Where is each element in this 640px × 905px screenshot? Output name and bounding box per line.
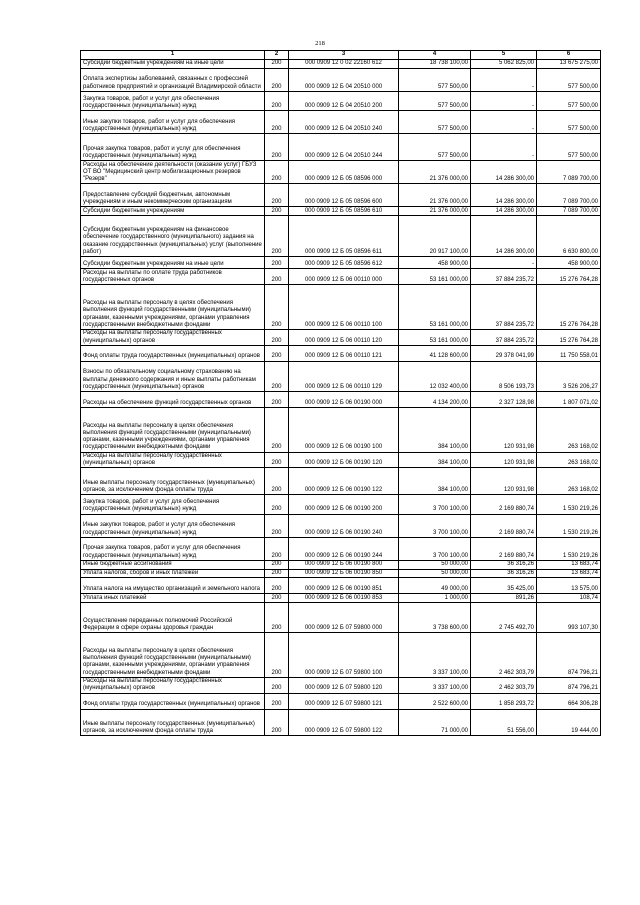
row-classification-code: 000 0909 12 Б 06 00190 240 <box>289 514 399 537</box>
row-classification-code: 000 0909 12 Б 07 59800 120 <box>289 677 399 693</box>
row-classification-code: 000 0909 12 Б 06 00190 244 <box>289 537 399 560</box>
row-unexecuted-amount: 577 500,00 <box>537 111 601 134</box>
table-row <box>81 578 601 594</box>
table-row <box>81 215 601 256</box>
row-classification-code: 000 0909 12 Б 06 00110 120 <box>289 329 399 345</box>
row-name: Уплата налога на имущество организаций и земельного налога <box>81 578 265 594</box>
row-section-code: 200 <box>265 329 289 345</box>
row-unexecuted-amount: 6 630 800,00 <box>537 215 601 256</box>
row-approved-amount: 53 161 000,00 <box>399 285 471 330</box>
row-unexecuted-amount: 19 444,00 <box>537 709 601 736</box>
table-row <box>81 709 601 736</box>
row-classification-code: 000 0909 12 Б 07 59800 122 <box>289 709 399 736</box>
page-number: 218 <box>315 40 325 47</box>
row-classification-code: 000 0909 12 Б 06 00190 200 <box>289 495 399 515</box>
row-unexecuted-amount: 458 900,00 <box>537 257 601 269</box>
row-section-code: 200 <box>265 257 289 269</box>
row-unexecuted-amount: 13 683,74 <box>537 569 601 578</box>
row-unexecuted-amount: 1 530 219,26 <box>537 514 601 537</box>
row-section-code: 200 <box>265 345 289 361</box>
row-name: Иные закупки товаров, работ и услуг для обеспечения государственных (муниципальных) нужд <box>81 111 265 134</box>
row-classification-code: 000 0909 12 Б 04 20510 240 <box>289 111 399 134</box>
budget-table <box>80 50 601 736</box>
row-approved-amount: 384 100,00 <box>399 468 471 495</box>
row-classification-code: 000 0909 12 Б 06 00190 122 <box>289 468 399 495</box>
row-approved-amount: 384 100,00 <box>399 452 471 468</box>
row-name: Расходы на выплаты персоналу в целях обеспечения выполнения функций государственными (муниципальными) органами, казенными учреждениями, органами управления государственными внебюджетными фондами <box>81 407 265 452</box>
row-approved-amount: 3 700 100,00 <box>399 495 471 515</box>
row-unexecuted-amount: 7 089 700,00 <box>537 161 601 184</box>
row-approved-amount: 577 500,00 <box>399 68 471 91</box>
table-row <box>81 677 601 693</box>
row-unexecuted-amount: 13 575,00 <box>537 578 601 594</box>
column-header: 5 <box>471 51 537 60</box>
row-section-code: 200 <box>265 60 289 69</box>
row-executed-amount: 2 169 880,74 <box>471 514 537 537</box>
table-row <box>81 257 601 269</box>
table-row <box>81 207 601 216</box>
row-classification-code: 000 0909 12 Б 05 08596 610 <box>289 207 399 216</box>
row-executed-amount: - <box>471 134 537 161</box>
row-section-code: 200 <box>265 68 289 91</box>
row-executed-amount: 2 462 303,79 <box>471 633 537 678</box>
row-section-code: 200 <box>265 569 289 578</box>
row-classification-code: 000 0909 12 0 02 22160 612 <box>289 60 399 69</box>
row-approved-amount: 577 500,00 <box>399 91 471 111</box>
row-unexecuted-amount: 11 750 558,01 <box>537 345 601 361</box>
row-approved-amount: 41 128 600,00 <box>399 345 471 361</box>
row-unexecuted-amount: 3 526 206,27 <box>537 361 601 391</box>
row-classification-code: 000 0909 12 Б 07 59800 000 <box>289 602 399 632</box>
row-name: Иные выплаты персоналу государственных (муниципальных) органов, за исключением фонда оплаты труда <box>81 468 265 495</box>
row-unexecuted-amount: 1 530 219,26 <box>537 495 601 515</box>
row-approved-amount: 3 738 600,00 <box>399 602 471 632</box>
row-unexecuted-amount: 874 796,21 <box>537 633 601 678</box>
row-unexecuted-amount: 7 089 700,00 <box>537 184 601 207</box>
row-section-code: 200 <box>265 578 289 594</box>
row-approved-amount: 49 000,00 <box>399 578 471 594</box>
row-name: Расходы на обеспечение деятельности (оказание услуг) ГБУЗ ОТ ВО "Медицинский центр мобилизационных резервов "Резерв" <box>81 161 265 184</box>
row-unexecuted-amount: 1 807 071,02 <box>537 391 601 407</box>
row-unexecuted-amount: 664 306,28 <box>537 693 601 709</box>
row-classification-code: 000 0909 12 Б 07 59800 121 <box>289 693 399 709</box>
row-approved-amount: 12 032 400,00 <box>399 361 471 391</box>
column-header: 6 <box>537 51 601 60</box>
row-approved-amount: 53 161 000,00 <box>399 329 471 345</box>
row-name: Расходы на выплаты персоналу в целях обеспечения выполнения функций государственными (муниципальными) органами, казенными учреждениями, органами управления государственными внебюджетными фондами <box>81 285 265 330</box>
row-executed-amount: - <box>471 68 537 91</box>
row-executed-amount: 5 062 825,00 <box>471 60 537 69</box>
table-row <box>81 594 601 603</box>
row-approved-amount: 3 700 100,00 <box>399 537 471 560</box>
row-executed-amount: 2 462 303,79 <box>471 677 537 693</box>
row-classification-code: 000 0909 12 Б 05 08596 611 <box>289 215 399 256</box>
row-executed-amount: 14 286 300,00 <box>471 161 537 184</box>
row-executed-amount: 14 286 300,00 <box>471 184 537 207</box>
row-executed-amount: - <box>471 91 537 111</box>
row-executed-amount: 37 884 235,72 <box>471 285 537 330</box>
row-approved-amount: 3 337 100,00 <box>399 633 471 678</box>
row-executed-amount: 36 316,26 <box>471 569 537 578</box>
row-section-code: 200 <box>265 391 289 407</box>
row-approved-amount: 50 000,00 <box>399 560 471 569</box>
table-row <box>81 569 601 578</box>
table-row <box>81 134 601 161</box>
table-row <box>81 407 601 452</box>
row-name: Расходы на выплаты персоналу государственных (муниципальных) органов <box>81 677 265 693</box>
row-section-code: 200 <box>265 677 289 693</box>
table-row <box>81 452 601 468</box>
row-name: Иные закупки товаров, работ и услуг для обеспечения государственных (муниципальных) нужд <box>81 514 265 537</box>
row-section-code: 200 <box>265 215 289 256</box>
row-section-code: 200 <box>265 161 289 184</box>
row-classification-code: 000 0909 12 Б 07 59800 100 <box>289 633 399 678</box>
row-name: Прочая закупка товаров, работ и услуг для обеспечения государственных (муниципальных) нужд <box>81 537 265 560</box>
row-executed-amount: 120 931,98 <box>471 468 537 495</box>
column-header: 4 <box>399 51 471 60</box>
row-section-code: 200 <box>265 594 289 603</box>
row-name: Расходы на выплаты персоналу государственных (муниципальных) органов <box>81 452 265 468</box>
row-approved-amount: 21 376 000,00 <box>399 207 471 216</box>
row-unexecuted-amount: 577 500,00 <box>537 134 601 161</box>
row-executed-amount: 2 745 492,70 <box>471 602 537 632</box>
row-classification-code: 000 0909 12 Б 06 00110 100 <box>289 285 399 330</box>
table-row <box>81 184 601 207</box>
row-section-code: 200 <box>265 184 289 207</box>
row-executed-amount: 120 931,98 <box>471 407 537 452</box>
row-section-code: 200 <box>265 111 289 134</box>
row-approved-amount: 577 500,00 <box>399 111 471 134</box>
row-approved-amount: 21 376 000,00 <box>399 161 471 184</box>
row-classification-code: 000 0909 12 Б 04 20510 200 <box>289 91 399 111</box>
row-classification-code: 000 0909 12 Б 06 00190 851 <box>289 578 399 594</box>
row-approved-amount: 21 376 000,00 <box>399 184 471 207</box>
row-classification-code: 000 0909 12 Б 05 08596 600 <box>289 184 399 207</box>
row-executed-amount: 2 169 880,74 <box>471 495 537 515</box>
row-executed-amount: 36 316,26 <box>471 560 537 569</box>
row-name: Прочая закупка товаров, работ и услуг для обеспечения государственных (муниципальных) нужд <box>81 134 265 161</box>
row-unexecuted-amount: 577 500,00 <box>537 91 601 111</box>
row-approved-amount: 18 738 100,00 <box>399 60 471 69</box>
row-approved-amount: 2 522 600,00 <box>399 693 471 709</box>
row-name: Иные бюджетные ассигнования <box>81 560 265 569</box>
row-unexecuted-amount: 15 276 764,28 <box>537 329 601 345</box>
row-name: Осуществление переданных полномочий Российской Федерации в сфере охраны здоровья граждан <box>81 602 265 632</box>
row-name: Фонд оплаты труда государственных (муниципальных) органов <box>81 345 265 361</box>
row-classification-code: 000 0909 12 Б 06 00190 800 <box>289 560 399 569</box>
row-executed-amount: 891,26 <box>471 594 537 603</box>
row-section-code: 200 <box>265 633 289 678</box>
row-name: Уплата иных платежей <box>81 594 265 603</box>
row-name: Взносы по обязательному социальному страхованию на выплаты денежного содержания и иные выплаты работникам государственных (муниципальных) органов <box>81 361 265 391</box>
row-name: Расходы на обеспечение функций государственных органов <box>81 391 265 407</box>
column-header: 3 <box>289 51 399 60</box>
row-approved-amount: 384 100,00 <box>399 407 471 452</box>
row-name: Субсидии бюджетным учреждениям на финансовое обеспечение государственного (муниципального) задания на оказание государственных (муниципальных) услуг (выполнение работ) <box>81 215 265 256</box>
row-classification-code: 000 0909 12 Б 06 00190 000 <box>289 391 399 407</box>
table-row <box>81 60 601 69</box>
row-classification-code: 000 0909 12 Б 06 00190 853 <box>289 594 399 603</box>
row-classification-code: 000 0909 12 Б 06 00110 000 <box>289 269 399 285</box>
row-classification-code: 000 0909 12 Б 06 00110 129 <box>289 361 399 391</box>
table-body <box>81 60 601 736</box>
row-name: Оплата экспертизы заболеваний, связанных с профессией работников предприятий и организаций Владимирской области <box>81 68 265 91</box>
row-name: Субсидии бюджетным учреждениям на иные цели <box>81 257 265 269</box>
row-name: Предоставление субсидий бюджетным, автономным учреждениям и иным некоммерческим организациям <box>81 184 265 207</box>
row-section-code: 200 <box>265 207 289 216</box>
row-unexecuted-amount: 13 683,74 <box>537 560 601 569</box>
row-approved-amount: 3 700 100,00 <box>399 514 471 537</box>
row-section-code: 200 <box>265 269 289 285</box>
row-name: Субсидии бюджетным учреждениям на иные цели <box>81 60 265 69</box>
row-unexecuted-amount: 7 089 700,00 <box>537 207 601 216</box>
row-executed-amount: - <box>471 257 537 269</box>
row-unexecuted-amount: 874 796,21 <box>537 677 601 693</box>
row-executed-amount: 2 327 128,98 <box>471 391 537 407</box>
row-section-code: 200 <box>265 495 289 515</box>
row-executed-amount: 51 556,00 <box>471 709 537 736</box>
row-section-code: 200 <box>265 134 289 161</box>
row-section-code: 200 <box>265 602 289 632</box>
table-row <box>81 285 601 330</box>
row-approved-amount: 50 000,00 <box>399 569 471 578</box>
table-row <box>81 391 601 407</box>
row-section-code: 200 <box>265 285 289 330</box>
table-row <box>81 68 601 91</box>
row-classification-code: 000 0909 12 Б 05 08596 000 <box>289 161 399 184</box>
row-section-code: 200 <box>265 91 289 111</box>
row-classification-code: 000 0909 12 Б 06 00190 120 <box>289 452 399 468</box>
row-name: Расходы на выплаты персоналу государственных (муниципальных) органов <box>81 329 265 345</box>
row-section-code: 200 <box>265 693 289 709</box>
table-row <box>81 91 601 111</box>
row-executed-amount: 14 286 300,00 <box>471 207 537 216</box>
row-executed-amount: 14 286 300,00 <box>471 215 537 256</box>
table-row <box>81 468 601 495</box>
row-unexecuted-amount: 15 276 764,28 <box>537 269 601 285</box>
row-section-code: 200 <box>265 560 289 569</box>
row-name: Закупка товаров, работ и услуг для обеспечения государственных (муниципальных) нужд <box>81 91 265 111</box>
table-row <box>81 361 601 391</box>
table-row <box>81 602 601 632</box>
table-row <box>81 269 601 285</box>
row-approved-amount: 577 500,00 <box>399 134 471 161</box>
row-unexecuted-amount: 15 276 764,28 <box>537 285 601 330</box>
row-executed-amount: 8 506 193,73 <box>471 361 537 391</box>
row-section-code: 200 <box>265 361 289 391</box>
row-classification-code: 000 0909 12 Б 06 00190 100 <box>289 407 399 452</box>
column-header: 2 <box>265 51 289 60</box>
row-unexecuted-amount: 263 168,02 <box>537 452 601 468</box>
row-section-code: 200 <box>265 407 289 452</box>
table-row <box>81 633 601 678</box>
column-header: 1 <box>81 51 265 60</box>
row-classification-code: 000 0909 12 Б 04 20510 000 <box>289 68 399 91</box>
row-approved-amount: 1 000,00 <box>399 594 471 603</box>
row-unexecuted-amount: 13 675 275,00 <box>537 60 601 69</box>
table-row <box>81 161 601 184</box>
table-row <box>81 560 601 569</box>
table-row <box>81 514 601 537</box>
row-approved-amount: 458 900,00 <box>399 257 471 269</box>
row-section-code: 200 <box>265 468 289 495</box>
row-unexecuted-amount: 263 168,02 <box>537 468 601 495</box>
table-header-row <box>81 51 601 60</box>
row-executed-amount: 120 931,98 <box>471 452 537 468</box>
row-name: Закупка товаров, работ и услуг для обеспечения государственных (муниципальных) нужд <box>81 495 265 515</box>
row-name: Фонд оплаты труда государственных (муниципальных) органов <box>81 693 265 709</box>
table-row <box>81 693 601 709</box>
row-approved-amount: 71 000,00 <box>399 709 471 736</box>
row-executed-amount: 37 884 235,72 <box>471 269 537 285</box>
row-section-code: 200 <box>265 537 289 560</box>
row-name: Расходы на выплаты по оплате труда работников государственных органов <box>81 269 265 285</box>
row-unexecuted-amount: 577 500,00 <box>537 68 601 91</box>
row-executed-amount: 1 858 293,72 <box>471 693 537 709</box>
row-classification-code: 000 0909 12 Б 06 00110 121 <box>289 345 399 361</box>
row-executed-amount: 37 884 235,72 <box>471 329 537 345</box>
row-section-code: 200 <box>265 452 289 468</box>
row-approved-amount: 53 161 000,00 <box>399 269 471 285</box>
row-approved-amount: 20 917 100,00 <box>399 215 471 256</box>
row-unexecuted-amount: 1 530 219,26 <box>537 537 601 560</box>
table-row <box>81 495 601 515</box>
table-row <box>81 111 601 134</box>
row-classification-code: 000 0909 12 Б 06 00190 850 <box>289 569 399 578</box>
row-name: Уплата налогов, сборов и иных платежей <box>81 569 265 578</box>
row-classification-code: 000 0909 12 Б 04 20510 244 <box>289 134 399 161</box>
row-approved-amount: 4 134 200,00 <box>399 391 471 407</box>
row-approved-amount: 3 337 100,00 <box>399 677 471 693</box>
table-row <box>81 345 601 361</box>
row-executed-amount: 35 425,00 <box>471 578 537 594</box>
row-name: Субсидии бюджетным учреждениям <box>81 207 265 216</box>
row-name: Расходы на выплаты персоналу в целях обеспечения выполнения функций государственными (муниципальными) органами, казенными учреждениями, органами управления государственными внебюджетными фондами <box>81 633 265 678</box>
table-row <box>81 537 601 560</box>
row-section-code: 200 <box>265 709 289 736</box>
row-name: Иные выплаты персоналу государственных (муниципальных) органов, за исключением фонда оплаты труда <box>81 709 265 736</box>
row-executed-amount: - <box>471 111 537 134</box>
row-section-code: 200 <box>265 514 289 537</box>
row-unexecuted-amount: 993 107,30 <box>537 602 601 632</box>
row-executed-amount: 29 378 041,99 <box>471 345 537 361</box>
row-classification-code: 000 0909 12 Б 05 08596 612 <box>289 257 399 269</box>
row-unexecuted-amount: 108,74 <box>537 594 601 603</box>
table-row <box>81 329 601 345</box>
row-executed-amount: 2 169 880,74 <box>471 537 537 560</box>
row-unexecuted-amount: 263 168,02 <box>537 407 601 452</box>
